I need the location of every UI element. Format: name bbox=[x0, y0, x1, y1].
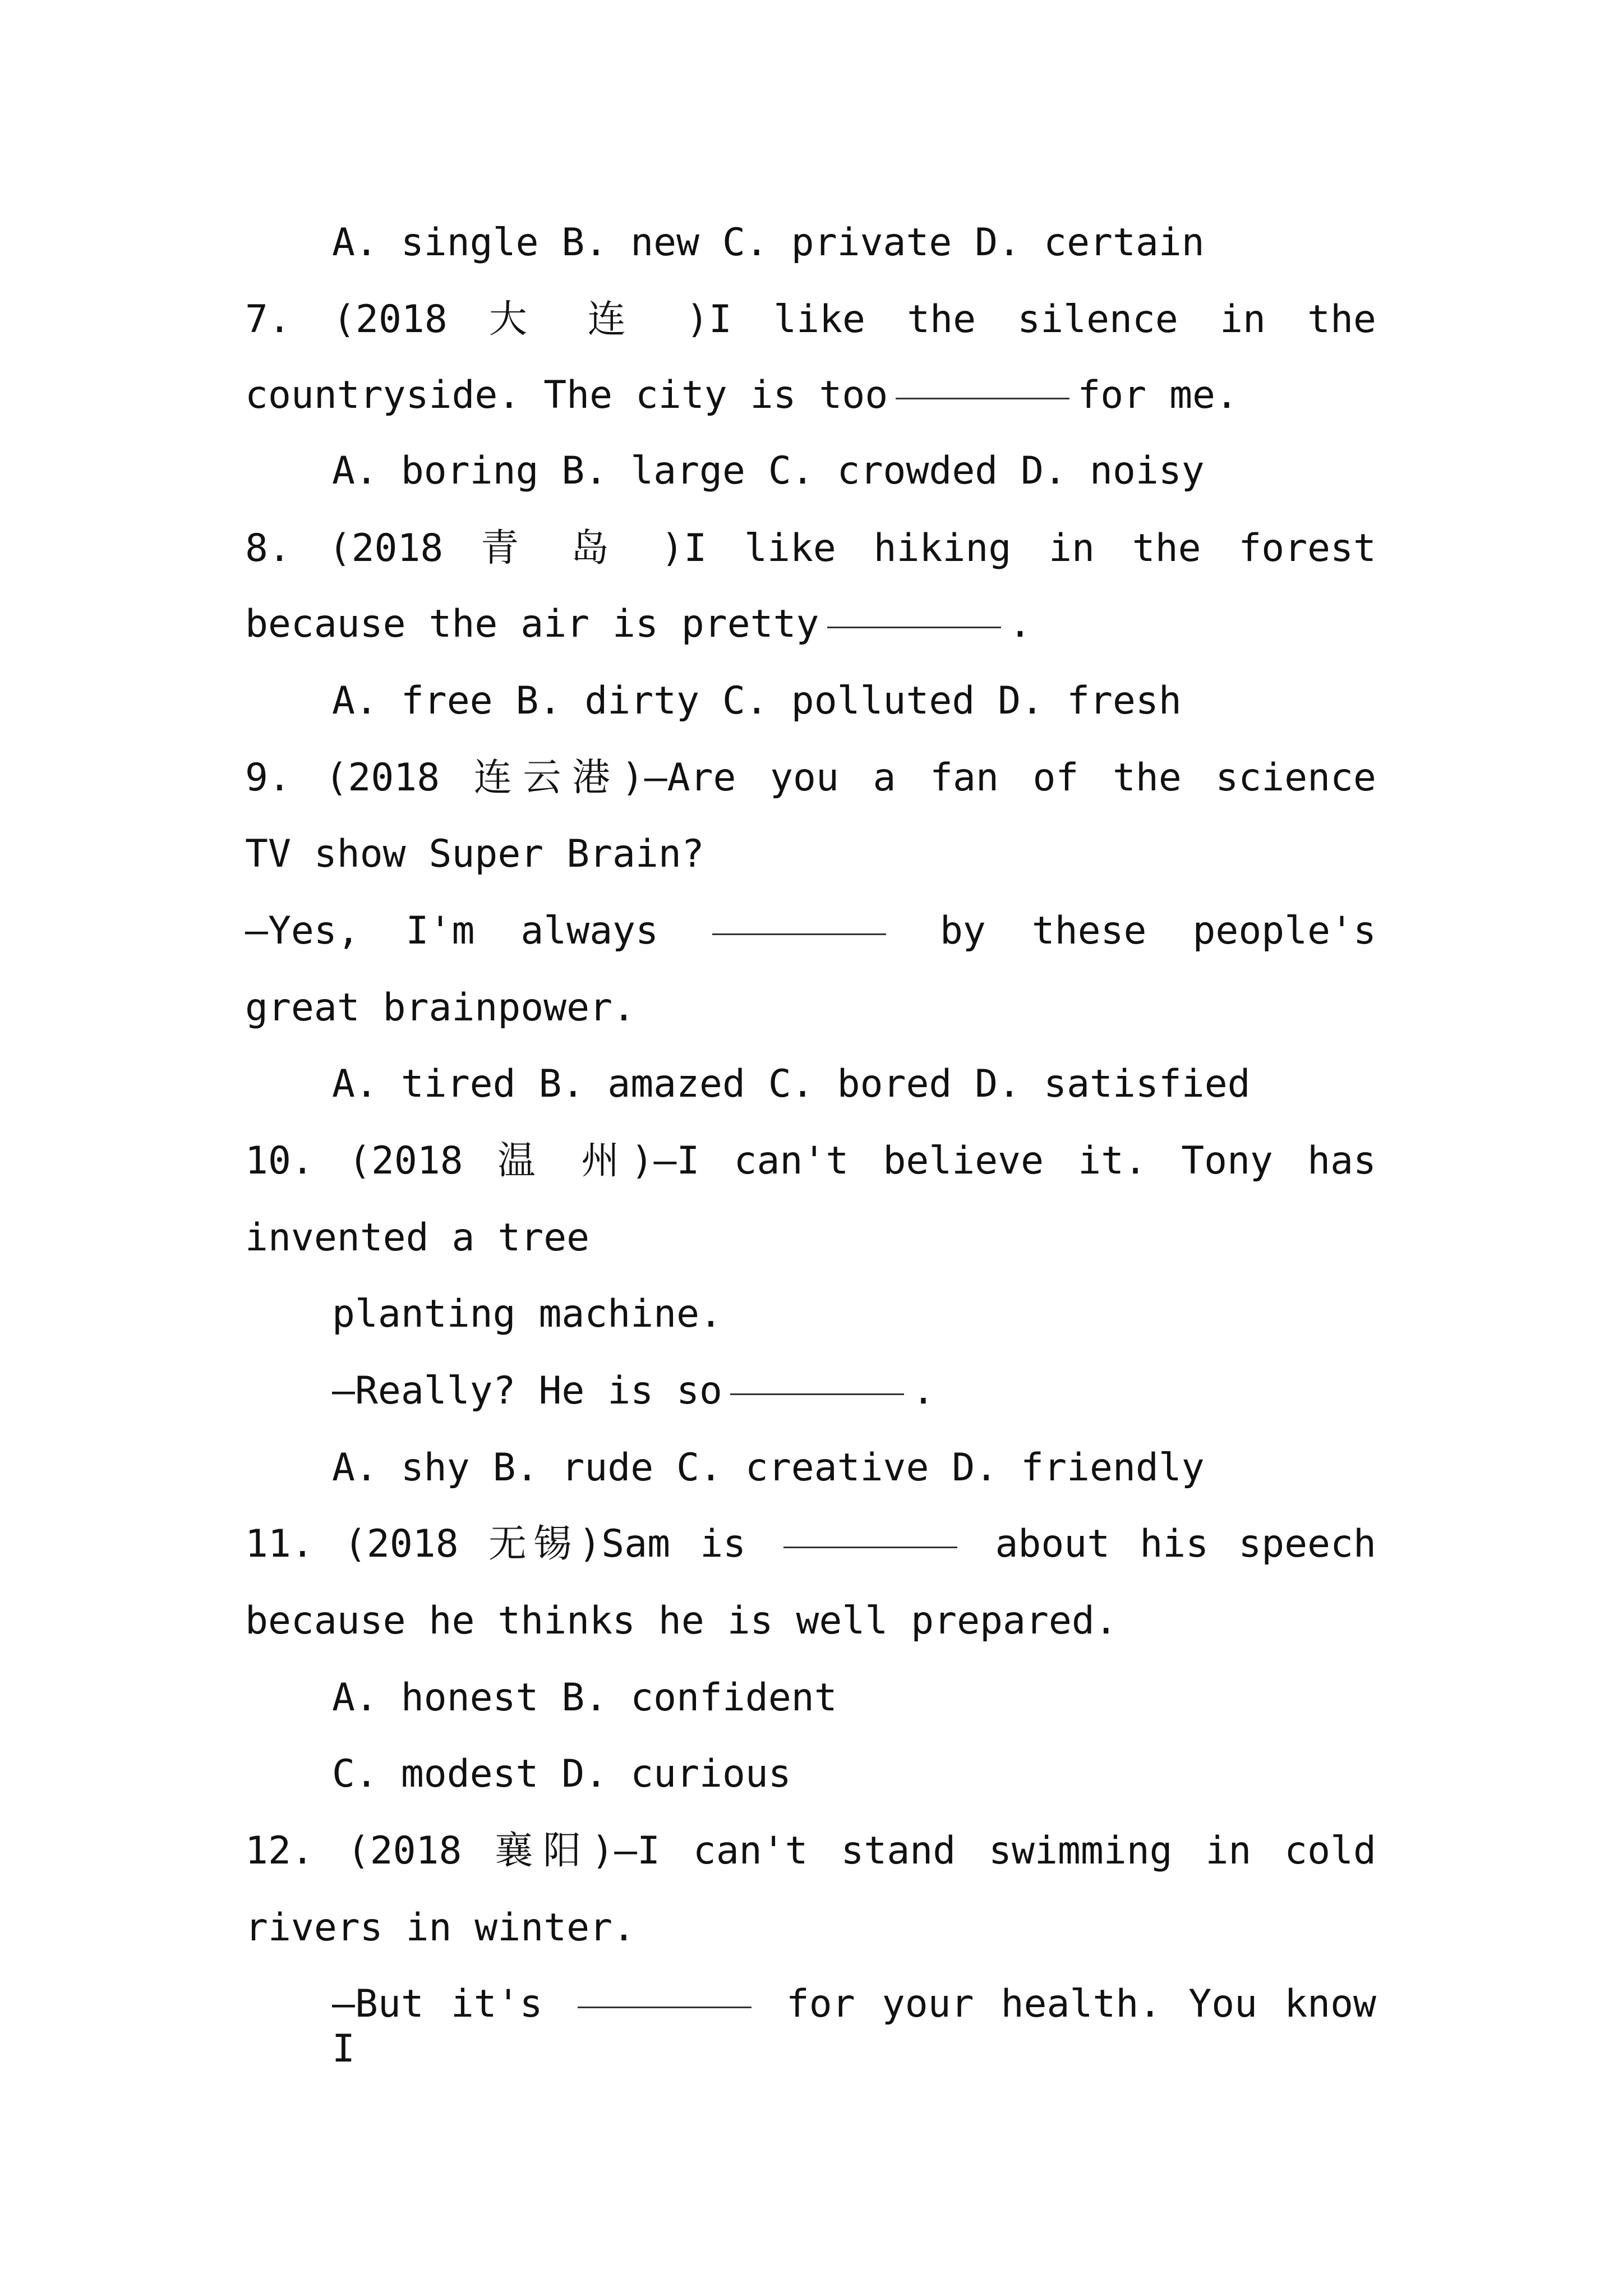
q11-stem-continued: because he thinks he is well prepared. bbox=[245, 1599, 1118, 1643]
q9-reply-text: —Yes, I'm always bbox=[245, 909, 659, 953]
q7-stem-text-end: for me. bbox=[1077, 373, 1238, 417]
q6-options: A. single B. new C. private D. certain bbox=[332, 220, 1205, 265]
q9-stem-continued: TV show Super Brain? bbox=[245, 832, 704, 876]
q9-options: A. tired B. amazed C. bored D. satisfied bbox=[332, 1062, 1251, 1106]
q8-stem-text-end: . bbox=[1008, 602, 1032, 646]
q8-stem-continued bbox=[245, 602, 1031, 647]
q7-stem-text: countryside. The city is too bbox=[245, 373, 888, 417]
q9-reply-text-end: by these people's bbox=[939, 909, 1376, 953]
q9-stem: 9. (2018 连云港)—Are you a fan of the science bbox=[245, 756, 1376, 800]
q10-reply-text-end: . bbox=[911, 1369, 935, 1413]
q11-options-row-1: A. honest B. confident bbox=[332, 1676, 837, 1720]
q11-options-row-2: C. modest D. curious bbox=[332, 1752, 791, 1796]
answer-blank bbox=[896, 395, 1069, 399]
q10-reply bbox=[332, 1369, 935, 1414]
q11-stem-text-end: about his speech bbox=[995, 1522, 1376, 1566]
answer-blank bbox=[712, 931, 886, 935]
q10-reply-text: —Really? He is so bbox=[332, 1369, 722, 1413]
q9-reply bbox=[245, 909, 1376, 954]
q7-stem-continued bbox=[245, 373, 1238, 418]
q12-stem: 12. (2018 襄阳)—I can't stand swimming in cold bbox=[245, 1829, 1376, 1873]
answer-blank bbox=[783, 1544, 957, 1548]
answer-blank bbox=[578, 2004, 751, 2008]
q9-reply-continued: great brainpower. bbox=[245, 986, 635, 1030]
answer-blank bbox=[827, 624, 1001, 628]
answer-blank bbox=[730, 1391, 904, 1395]
q11-stem bbox=[245, 1522, 1376, 1567]
q10-stem: 10. (2018 温 州)—I can't believe it. Tony has bbox=[245, 1139, 1376, 1183]
q12-reply-text: —But it's bbox=[332, 1982, 543, 2026]
q8-stem: 8. (2018 青 岛 )I like hiking in the forest bbox=[245, 526, 1376, 570]
q10-options: A. shy B. rude C. creative D. friendly bbox=[332, 1446, 1205, 1490]
q11-stem-text: 11. (2018 无锡)Sam is bbox=[245, 1522, 746, 1566]
q12-reply bbox=[332, 1982, 1376, 2071]
q10-stem-continued: invented a tree bbox=[245, 1216, 590, 1260]
q10-stem-continued-2: planting machine. bbox=[332, 1292, 722, 1336]
q7-stem: 7. (2018 大 连 )I like the silence in the bbox=[245, 297, 1376, 342]
q12-reply-text-end: for your health. You know I bbox=[332, 1982, 1376, 2071]
q12-stem-continued: rivers in winter. bbox=[245, 1906, 635, 1950]
q7-options: A. boring B. large C. crowded D. noisy bbox=[332, 449, 1205, 493]
q8-stem-text: because the air is pretty bbox=[245, 602, 819, 646]
q8-options: A. free B. dirty C. polluted D. fresh bbox=[332, 679, 1182, 723]
